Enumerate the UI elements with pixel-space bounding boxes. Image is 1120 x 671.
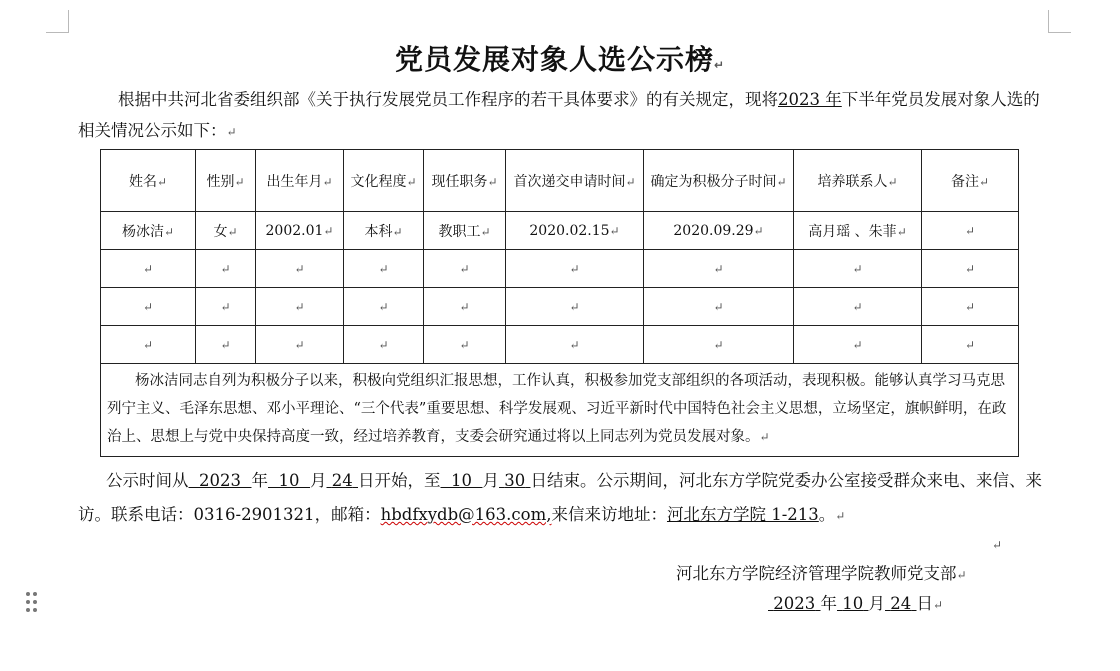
table-comment-cell[interactable]: 杨冰洁同志自列为积极分子以来，积极向党组织汇报思想，工作认真，积极参加党支部组织的各项活动，表现积极。能够认真学习马克思列宁主义、毛泽东思想、邓小平理论、“三个代表”重要思想、科学发展观、习近平新时代中国特色社会主义思想，立场坚定，旗帜鲜明，在政治上、思想上与党中央保持高度一致，经过培养教育，支委会研究通过将以上同志列为党员发展对象。↵ bbox=[101, 364, 1019, 457]
contact-phone: 0316-2901321 bbox=[193, 505, 315, 524]
table-cell[interactable]: ↵ bbox=[196, 288, 256, 326]
table-header-cell[interactable]: 性别↵ bbox=[196, 150, 256, 212]
table-cell[interactable]: ↵ bbox=[644, 250, 794, 288]
notice-text: 公示时间从 bbox=[106, 471, 189, 490]
table-cell[interactable]: ↵ bbox=[922, 250, 1019, 288]
candidate-table bbox=[100, 149, 1019, 457]
table-cell[interactable]: ↵ bbox=[101, 288, 196, 326]
table-cell[interactable]: ↵ bbox=[256, 288, 344, 326]
table-cell[interactable]: ↵ bbox=[344, 250, 424, 288]
table-header-cell[interactable]: 现任职务↵ bbox=[424, 150, 506, 212]
signature-year: 2023 bbox=[773, 594, 816, 613]
table-cell[interactable]: ↵ bbox=[644, 288, 794, 326]
table-cell[interactable]: ↵ bbox=[424, 288, 506, 326]
paragraph-mark-icon: ↵ bbox=[713, 58, 726, 72]
table-cell[interactable]: 2020.09.29↵ bbox=[644, 212, 794, 250]
table-cell[interactable]: 2002.01↵ bbox=[256, 212, 344, 250]
table-cell[interactable]: ↵ bbox=[424, 250, 506, 288]
notice-text: ，邮箱： bbox=[314, 505, 381, 524]
notice-text: 。 bbox=[818, 505, 836, 524]
intro-text-post: 下半年党员发展对象人选的相关情况公示如下： bbox=[78, 90, 1040, 140]
table-cell[interactable]: ↵ bbox=[794, 326, 922, 364]
notice-year-unit: 年 bbox=[251, 471, 268, 490]
table-cell[interactable]: 高月瑶 、朱菲↵ bbox=[794, 212, 922, 250]
paragraph-mark-icon: ↵ bbox=[226, 125, 237, 139]
notice-end-month: 10 bbox=[451, 471, 472, 490]
table-header-cell[interactable]: 确定为积极分子时间↵ bbox=[644, 150, 794, 212]
table-cell[interactable]: ↵ bbox=[644, 326, 794, 364]
notice-text: 日开始，至 bbox=[358, 471, 441, 490]
signature-day: 24 bbox=[890, 594, 912, 613]
page-corner-top-right bbox=[1048, 10, 1071, 33]
table-cell[interactable]: 教职工↵ bbox=[424, 212, 506, 250]
notice-month-unit: 月 bbox=[310, 471, 327, 490]
table-header-row bbox=[101, 150, 1019, 212]
signature-org: 河北东方学院经济管理学院教师党支部↵ bbox=[676, 564, 967, 583]
title-text: 党员发展对象人选公示榜 bbox=[394, 43, 714, 76]
table-row bbox=[101, 288, 1019, 326]
table-cell[interactable]: ↵ bbox=[794, 288, 922, 326]
table-header-cell[interactable]: 备注↵ bbox=[922, 150, 1019, 212]
table-cell[interactable]: ↵ bbox=[506, 250, 644, 288]
table-cell[interactable]: ↵ bbox=[196, 250, 256, 288]
table-header-cell[interactable]: 出生年月↵ bbox=[256, 150, 344, 212]
table-cell[interactable]: ↵ bbox=[256, 326, 344, 364]
notice-start-month: 10 bbox=[278, 471, 300, 490]
table-header-cell[interactable]: 培养联系人↵ bbox=[794, 150, 922, 212]
table-cell[interactable]: ↵ bbox=[196, 326, 256, 364]
notice-end-day: 30 bbox=[504, 471, 526, 490]
table-cell[interactable]: 本科↵ bbox=[344, 212, 424, 250]
table-cell[interactable]: ↵ bbox=[256, 250, 344, 288]
notice-start-day: 24 bbox=[331, 471, 353, 490]
paragraph-mark-icon: ↵ bbox=[992, 538, 1003, 552]
table-cell[interactable]: 2020.02.15↵ bbox=[506, 212, 644, 250]
table-cell[interactable]: 杨冰洁↵ bbox=[101, 212, 196, 250]
table-cell[interactable]: ↵ bbox=[922, 326, 1019, 364]
intro-paragraph bbox=[78, 84, 1046, 148]
table-comment-row bbox=[101, 364, 1019, 457]
table-cell[interactable]: 女↵ bbox=[196, 212, 256, 250]
contact-address: 河北东方学院 1-213 bbox=[666, 505, 819, 524]
notice-text: 日结束。公示期间，河北东方学院党委办公室接受群众来电、来信、来访。联系电话： bbox=[78, 471, 1042, 524]
drag-handle-icon[interactable] bbox=[24, 590, 40, 614]
table-cell[interactable]: ↵ bbox=[922, 212, 1019, 250]
table-cell[interactable]: ↵ bbox=[794, 250, 922, 288]
intro-year: 2023 年 bbox=[778, 90, 842, 109]
contact-email-link[interactable]: hbdfxydb@163.com, bbox=[380, 505, 552, 524]
table-header-cell[interactable]: 文化程度↵ bbox=[344, 150, 424, 212]
intro-text-pre: 根据中共河北省委组织部《关于执行发展党员工作程序的若干具体要求》的有关规定，现将 bbox=[118, 90, 778, 109]
notice-start-year: 2023 bbox=[199, 471, 241, 490]
table-row bbox=[101, 212, 1019, 250]
table-row bbox=[101, 326, 1019, 364]
signature-month: 10 bbox=[842, 594, 864, 613]
table-header-cell[interactable]: 姓名↵ bbox=[101, 150, 196, 212]
table-cell[interactable]: ↵ bbox=[506, 288, 644, 326]
table-cell[interactable]: ↵ bbox=[101, 326, 196, 364]
notice-month-unit: 月 bbox=[482, 471, 499, 490]
table-cell[interactable]: ↵ bbox=[424, 326, 506, 364]
table-cell[interactable]: ↵ bbox=[922, 288, 1019, 326]
table-cell[interactable]: ↵ bbox=[506, 326, 644, 364]
comment-text: 杨冰洁同志自列为积极分子以来，积极向党组织汇报思想，工作认真，积极参加党支部组织的各项活动，表现积极。能够认真学习马克思列宁主义、毛泽东思想、邓小平理论、“三个代表”重要思想、科学发展观、习近平新时代中国特色社会主义思想，立场坚定，旗帜鲜明，在政治上、思想上与党中央保持高度一致，经过培养教育，支委会研究通过将以上同志列为党员发展对象。 bbox=[107, 373, 1007, 445]
table-cell[interactable]: ↵ bbox=[344, 288, 424, 326]
page-corner-top-left bbox=[46, 10, 69, 33]
document-title bbox=[0, 38, 1120, 78]
signature-date: 2023 年 10 月 24 日↵ bbox=[768, 590, 943, 614]
table-cell[interactable]: ↵ bbox=[101, 250, 196, 288]
table-cell[interactable]: ↵ bbox=[344, 326, 424, 364]
table-row bbox=[101, 250, 1019, 288]
notice-paragraph bbox=[78, 464, 1046, 533]
paragraph-mark-icon: ↵ bbox=[835, 509, 846, 523]
table-header-cell[interactable]: 首次递交申请时间↵ bbox=[506, 150, 644, 212]
notice-text: 来信来访地址： bbox=[551, 505, 667, 524]
